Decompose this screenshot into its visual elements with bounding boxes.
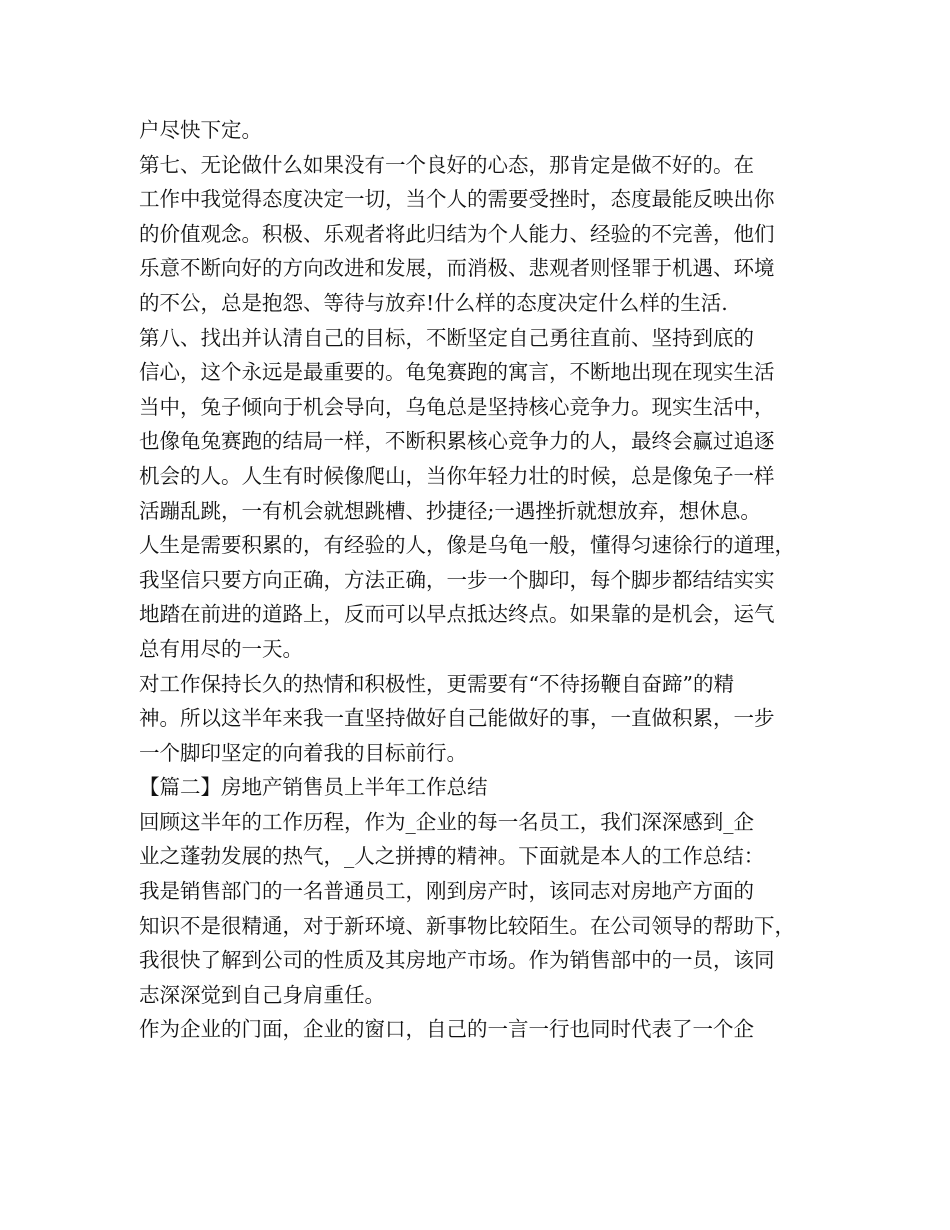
text-line: 的不公，总是抱怨、等待与放弃!什么样的态度决定什么样的生活.: [139, 290, 728, 315]
text-line: 的价值观念。积极、乐观者将此归结为个人能力、经验的不完善，他们: [139, 221, 775, 246]
text-line: 第七、无论做什么如果没有一个良好的心态，那肯定是做不好的。在: [139, 152, 754, 177]
text-line: 我是销售部门的一名普通员工，刚到房产时，该同志对房地产方面的: [139, 879, 754, 904]
text-line: 对工作保持长久的热情和积极性，更需要有“不待扬鞭自奋蹄”的精: [139, 671, 734, 696]
text-line: 也像龟兔赛跑的结局一样，不断积累核心竞争力的人，最终会赢过追逐: [139, 429, 775, 454]
text-line: 我很快了解到公司的性质及其房地产市场。作为销售部中的一员，该同: [139, 948, 775, 973]
text-line: 作为企业的门面，企业的窗口，自己的一言一行也同时代表了一个企: [139, 1017, 754, 1042]
text-line: 户尽快下定。: [139, 118, 262, 142]
text-line: 活蹦乱跳，一有机会就想跳槽、抄捷径;一遇挫折就想放弃，想休息。: [139, 498, 761, 523]
text-line: 我坚信只要方向正确，方法正确，一步一个脚印，每个脚步都结结实实: [139, 567, 775, 592]
text-line: 一个脚印坚定的向着我的目标前行。: [139, 740, 467, 765]
text-line: 信心，这个永远是最重要的。龟兔赛跑的寓言，不断地出现在现实生活: [139, 360, 775, 385]
text-line: 工作中我觉得态度决定一切，当个人的需要受挫时，态度最能反映出你: [139, 187, 775, 212]
text-line: 神。所以这半年来我一直坚持做好自己能做好的事，一直做积累，一步: [139, 706, 775, 731]
section-heading: 【篇二】房地产销售员上半年工作总结: [139, 775, 488, 800]
text-line: 业之蓬勃发展的热气，_人之拼搏的精神。下面就是本人的工作总结：: [139, 844, 765, 869]
text-line: 知识不是很精通，对于新环境、新事物比较陌生。在公司领导的帮助下，: [139, 913, 795, 938]
text-line: 志深深觉到自己身肩重任。: [139, 982, 385, 1007]
text-line: 人生是需要积累的，有经验的人，像是乌龟一般，懂得匀速徐行的道理，: [139, 533, 795, 558]
document-body: [139, 113, 829, 1047]
text-line: 当中，兔子倾向于机会导向，乌龟总是坚持核心竞争力。现实生活中，: [139, 394, 775, 419]
text-line: 地踏在前进的道路上，反而可以早点抵达终点。如果靠的是机会，运气: [139, 602, 775, 627]
text-line: 机会的人。人生有时候像爬山，当你年轻力壮的时候，总是像兔子一样: [139, 463, 775, 488]
text-line: 总有用尽的一天。: [139, 636, 303, 661]
text-line: 回顾这半年的工作历程，作为_企业的每一名员工，我们深深感到_企: [139, 809, 754, 834]
text-line: 第八、找出并认清自己的目标，不断坚定自己勇往直前、坚持到底的: [139, 325, 754, 350]
text-line: 乐意不断向好的方向改进和发展，而消极、悲观者则怪罪于机遇、环境: [139, 256, 775, 281]
